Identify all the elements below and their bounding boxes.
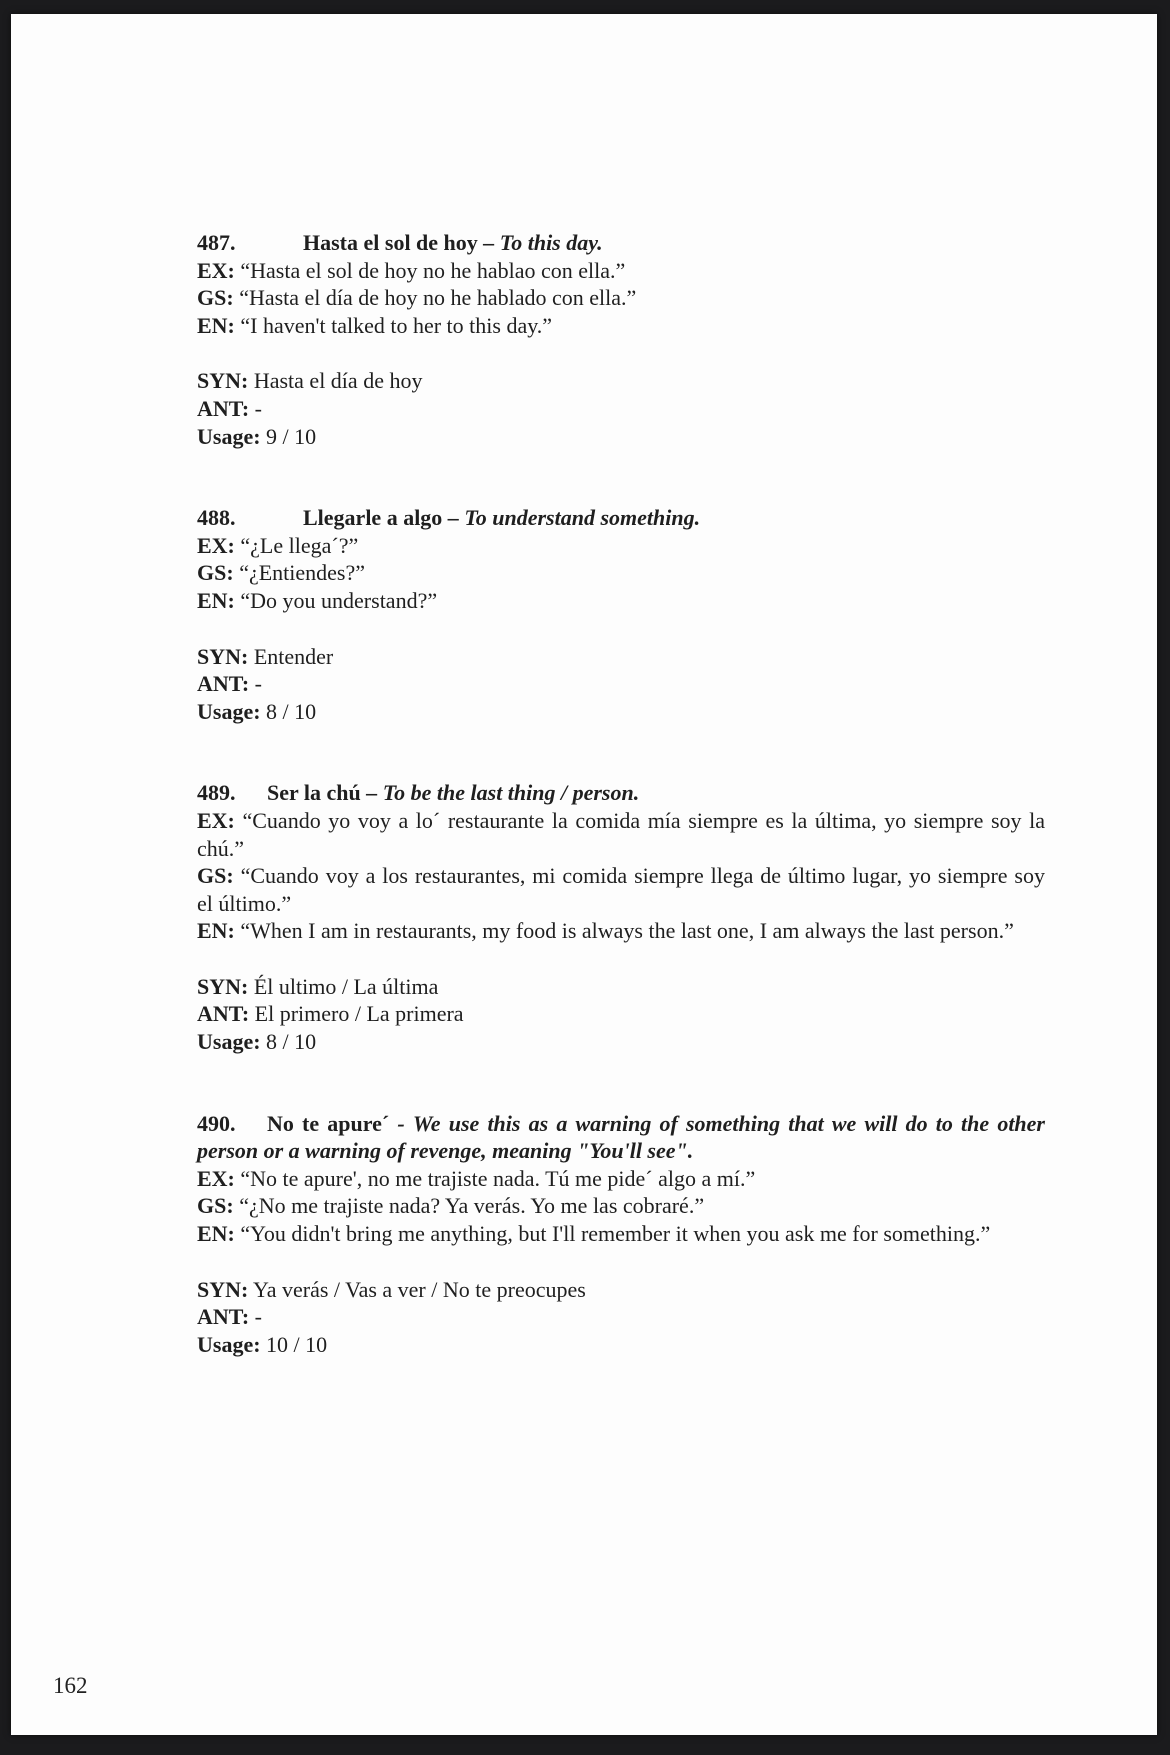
line-label-syn: SYN: xyxy=(197,1276,249,1302)
line-label-usage: Usage: xyxy=(197,1029,261,1055)
entry-separator: – xyxy=(483,230,495,255)
line-text: “No te apure', no me trajiste nada. Tú me pide´ algo a mí.” xyxy=(240,1165,756,1191)
syn-line xyxy=(197,1276,1045,1304)
general-spanish-line xyxy=(197,862,1045,917)
ant-value: - xyxy=(254,395,262,421)
example-line xyxy=(197,532,1045,560)
entry-number: 489. xyxy=(197,780,236,806)
line-label-en: EN: xyxy=(197,1221,235,1247)
english-line xyxy=(197,1220,1045,1248)
line-label-usage: Usage: xyxy=(197,1331,261,1357)
line-text: “Cuando yo voy a lo´ restaurante la comida mía siempre es la última, yo siempre soy la chú.” xyxy=(197,807,1045,861)
ant-line xyxy=(197,1303,1045,1331)
line-label-syn: SYN: xyxy=(197,643,249,669)
ant-value: El primero / La primera xyxy=(254,1001,464,1027)
entry-488 xyxy=(197,504,1045,725)
entry-gloss: To understand something. xyxy=(464,505,701,531)
line-text: “¿No me trajiste nada? Ya verás. Yo me las cobraré.” xyxy=(239,1193,705,1219)
line-text: “You didn't bring me anything, but I'll remember it when you ask me for something.” xyxy=(240,1221,991,1247)
entry-gloss: To be the last thing / person. xyxy=(382,780,640,806)
entry-separator: – xyxy=(447,505,459,531)
entry-490 xyxy=(197,1110,1045,1359)
line-label-ant: ANT: xyxy=(197,671,250,697)
meta-block xyxy=(197,643,1045,726)
line-text: “Cuando voy a los restaurantes, mi comida siempre llega de último lugar, yo siempre soy el último.” xyxy=(197,863,1045,916)
line-label-ant: ANT: xyxy=(197,1304,250,1330)
syn-line xyxy=(197,643,1045,671)
line-text: “Hasta el sol de hoy no he hablao con ella.” xyxy=(240,257,626,283)
line-label-gs: GS: xyxy=(197,285,234,311)
line-label-ex: EX: xyxy=(197,1165,235,1191)
line-label-syn: SYN: xyxy=(197,368,249,394)
general-spanish-line xyxy=(197,559,1045,587)
ant-value: - xyxy=(254,1304,262,1330)
line-label-ex: EX: xyxy=(197,532,235,558)
entry-phrase: Hasta el sol de hoy xyxy=(303,230,478,255)
meta-block xyxy=(197,973,1045,1056)
example-line xyxy=(197,257,1045,285)
usage-value: 10 / 10 xyxy=(266,1331,328,1357)
syn-value: Hasta el día de hoy xyxy=(253,368,423,394)
ant-line xyxy=(197,1000,1045,1028)
line-label-en: EN: xyxy=(197,918,235,944)
entry-phrase: Llegarle a algo xyxy=(303,505,443,531)
entry-number: 488. xyxy=(197,505,236,531)
usage-line xyxy=(197,423,1045,451)
syn-line xyxy=(197,367,1045,395)
line-text: “When I am in restaurants, my food is always the last one, I am always the last person.” xyxy=(240,918,1014,944)
line-text: “Do you understand?” xyxy=(240,587,438,613)
entry-title xyxy=(197,504,1045,532)
entry-number: 490. xyxy=(197,1110,236,1136)
general-spanish-line xyxy=(197,1192,1045,1220)
line-label-gs: GS: xyxy=(197,863,234,889)
line-label-ex: EX: xyxy=(197,807,235,833)
usage-value: 9 / 10 xyxy=(266,423,317,449)
page-number: 162 xyxy=(53,1673,88,1698)
line-text: “Hasta el día de hoy no he hablado con ella.” xyxy=(239,285,637,311)
entry-title xyxy=(197,229,1045,257)
entry-gloss: We use this as a warning of something that we will do to the other person or a warning of revenge, meaning "You'll see". xyxy=(197,1110,1045,1164)
meta-block xyxy=(197,1276,1045,1359)
entry-gloss: To this day. xyxy=(499,230,603,255)
meta-block xyxy=(197,367,1045,450)
line-label-en: EN: xyxy=(197,312,235,338)
entry-separator: – xyxy=(366,780,378,806)
entry-487 xyxy=(197,229,1045,450)
ant-line xyxy=(197,670,1045,698)
document-page xyxy=(11,14,1157,1735)
entry-title xyxy=(197,779,1045,807)
entry-phrase: Ser la chú xyxy=(267,780,361,806)
line-label-gs: GS: xyxy=(197,560,234,586)
entry-489 xyxy=(197,779,1045,1055)
usage-line xyxy=(197,698,1045,726)
english-line xyxy=(197,587,1045,615)
ant-line xyxy=(197,395,1045,423)
general-spanish-line xyxy=(197,284,1045,312)
line-label-en: EN: xyxy=(197,587,235,613)
usage-line xyxy=(197,1331,1045,1359)
usage-value: 8 / 10 xyxy=(266,698,317,724)
line-label-ant: ANT: xyxy=(197,1001,250,1027)
example-line xyxy=(197,807,1045,862)
line-label-ex: EX: xyxy=(197,257,235,283)
line-label-usage: Usage: xyxy=(197,423,261,449)
line-label-usage: Usage: xyxy=(197,698,261,724)
syn-line xyxy=(197,973,1045,1001)
usage-value: 8 / 10 xyxy=(266,1029,317,1055)
entry-phrase: No te apure´ xyxy=(267,1110,390,1136)
usage-line xyxy=(197,1028,1045,1056)
syn-value: Entender xyxy=(253,643,334,669)
ant-value: - xyxy=(254,671,262,697)
syn-value: Ya verás / Vas a ver / No te preocupes xyxy=(253,1276,586,1302)
example-line xyxy=(197,1165,1045,1193)
line-label-syn: SYN: xyxy=(197,973,249,999)
line-text: “¿Entiendes?” xyxy=(239,560,365,586)
english-line xyxy=(197,917,1045,945)
entry-separator: - xyxy=(397,1110,405,1136)
line-label-ant: ANT: xyxy=(197,395,250,421)
entry-number: 487. xyxy=(197,230,236,255)
page-content xyxy=(11,14,1157,1358)
entry-title xyxy=(197,1110,1045,1165)
line-text: “I haven't talked to her to this day.” xyxy=(240,312,553,338)
english-line xyxy=(197,312,1045,340)
line-text: “¿Le llega´?” xyxy=(240,532,359,558)
syn-value: Él ultimo / La última xyxy=(253,973,439,999)
line-label-gs: GS: xyxy=(197,1193,234,1219)
